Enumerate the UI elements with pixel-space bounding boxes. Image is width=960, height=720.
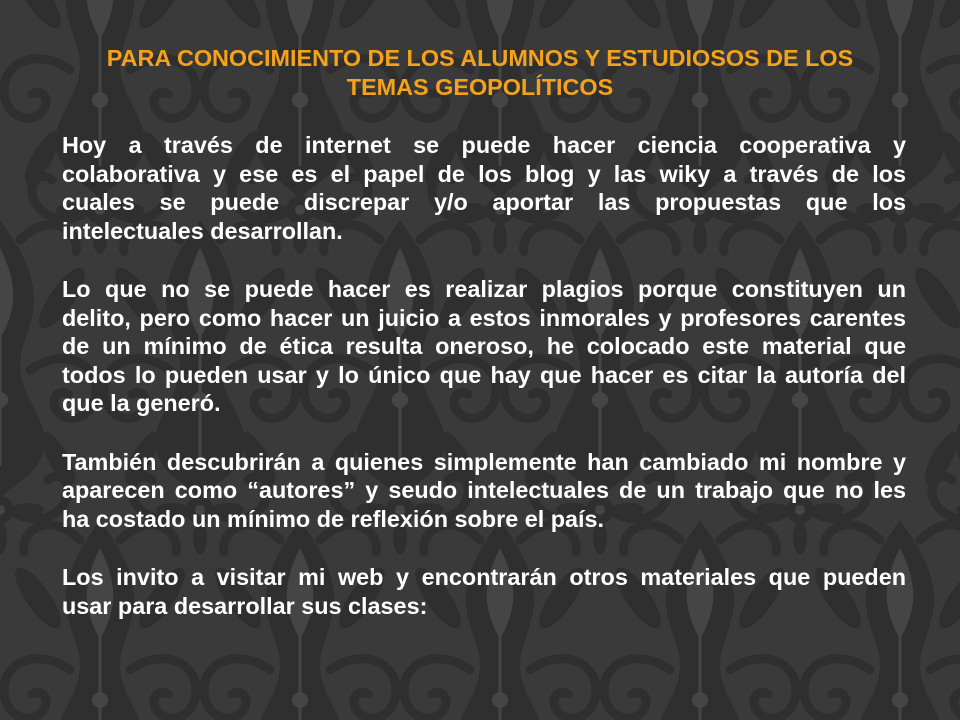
title-line: TEMAS GEOPOLÍTICOS — [346, 73, 614, 100]
paragraph-2 — [62, 275, 906, 418]
body-line: que la generó. — [62, 390, 221, 416]
body-line: cuales se puede discrepar y/o aportar las propuestas que los — [62, 189, 906, 215]
body-line: aparecen como “autores” y seudo intelectuales de un trabajo que no les — [62, 477, 906, 503]
slide-title — [0, 44, 960, 101]
paragraph-3 — [62, 448, 906, 534]
body-line: Hoy a través de internet se puede hacer ciencia cooperativa y — [62, 132, 906, 158]
paragraph-1 — [62, 131, 906, 245]
body-line: colaborativa y ese es el papel de los blog y las wiky a través de los — [62, 160, 906, 187]
body-line: Lo que no se puede hacer es realizar plagios porque constituyen un — [62, 276, 906, 302]
body-line: También descubrirán a quienes simplemente han cambiado mi nombre y — [62, 448, 906, 475]
body-line: intelectuales desarrollan. — [62, 217, 343, 244]
body-line: de un mínimo de ética resulta oneroso, he colocado este material que — [62, 333, 906, 359]
body-line: ha costado un mínimo de reflexión sobre el país. — [62, 505, 605, 532]
body-line: Los invito a visitar mi web y encontrarán otros materiales que pueden — [62, 564, 906, 590]
body-line: usar para desarrollar sus clases: — [62, 592, 428, 619]
body-line: delito, pero como hacer un juicio a estos inmorales y profesores carentes — [62, 304, 906, 331]
title-line: PARA CONOCIMIENTO DE LOS ALUMNOS Y ESTUDIOSOS DE LOS — [106, 45, 854, 71]
slide-body — [62, 131, 906, 650]
paragraph-4 — [62, 563, 906, 620]
body-line: todos lo pueden usar y lo único que hay que hacer es citar la autoría del — [62, 361, 906, 388]
